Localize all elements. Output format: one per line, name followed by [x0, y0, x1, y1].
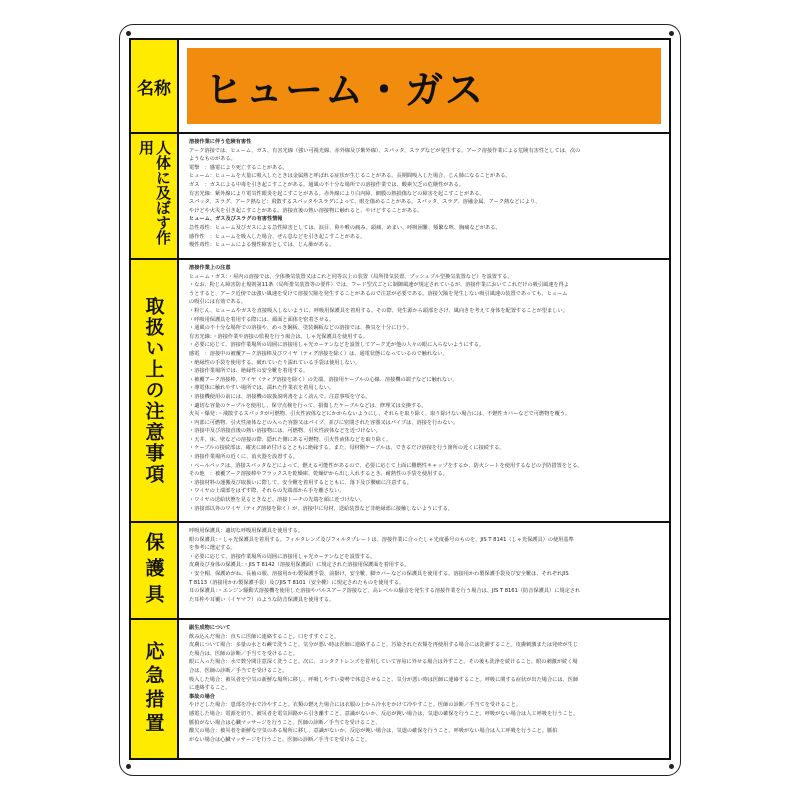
section-body-line: ・天井、床、壁などの溶接の際、隠れた側にある可燃物、引火性液体などを取り除く。: [189, 436, 392, 443]
title-cell: [179, 40, 669, 132]
section-body-line: 眼に入った場合：水で数分間注意深く洗うこと。次に、コンタクトレンズを着用していて容易に外せる場合は外すこと。その後も洗浄を続けること。眼の刺激が続く場: [189, 659, 578, 666]
section-body-protective: [179, 523, 669, 618]
section-body-line: ・なお、粉じん障害防止規則第11条（局所排気装置等の要件）では、フード型式ごとに制御風速が規定されているが、溶接作業においてこれだけの吸引風速を得よ: [189, 282, 569, 289]
section-body-line: 電撃 ：感電により死亡することがある。: [189, 164, 288, 171]
section-heading-text: 溶接作業上の注意: [189, 265, 231, 271]
section-body-line: 皮膚及び身体の保護具：・JIS T 8142（溶接用保護面）に規定された溶接用保護面を着用する。: [189, 562, 410, 569]
mounting-hole-top-right: [669, 31, 674, 36]
section-body-line: 合は、医師の診断／手当てを受けること。: [189, 667, 288, 674]
section-body-line: ・ワイヤの送給状態を見るときなど、溶接トーチの先端を顔に近づけない。: [189, 497, 366, 504]
section-body-handling: [179, 260, 669, 521]
section-body-line: 眼の保護具：・しゃ光保護具を着用する。フィルタレンズ及びフィルタプレートは、溶接作業に合ったしゃ光度番号のものを、JIS T 8141（しゃ光保護具）の使用基準: [189, 536, 574, 543]
section-body-line: やけどや火災を引き起こすことがある。溶接直後の熱い溶接物に触れると、やけどすることがある。: [189, 207, 423, 214]
section-row-emergency: [131, 620, 669, 758]
section-body-line: ヒューム・ガス：・屋内の溶接では、全体換気装置又はこれと同等以上の装置（局所排気装置、プッシュプル型換気装置など）を設置する。: [189, 273, 513, 280]
section-label-cell: [131, 134, 179, 258]
section-body-line: ・粉じん、ヒュームやガスを直接吸入しないように、呼吸用保護具を着用する。その際、発生源から頭部をさけ、風向きを考えて身体を配置することが望ましい。: [189, 307, 568, 314]
section-body-line: ・被覆アーク溶接棒、ワイヤ（ティグ溶接を除く）の先端、溶接用ケーブルの心線、溶接機の端子などに触れない。: [189, 376, 458, 383]
section-body-line: ・必要に応じて、溶接作業場所の周囲に溶接用しゃ光カーテンなどを設置する。: [189, 553, 376, 560]
section-heading-text: 溶接作業に伴う危険有害性: [189, 139, 252, 145]
section-body-line: 吸入した場合：被災者を空気の新鮮な場所に移し、呼吸しやすい姿勢で休息させること。気分が悪い時は医師に連絡すること。呼吸に関する症状が出た場合には、医師: [189, 676, 579, 683]
section-body-line: ・必要に応じて、溶接作業場所の周囲に溶接用しゃ光カーテンなどを設置してアーク光が他の人々の眼に入らないようにする。: [189, 342, 485, 349]
section-label-handling: 取扱い上の注意事項: [142, 296, 165, 485]
section-label-emergency: 応急措置: [142, 641, 165, 737]
section-body-line: ・溶接作業場所では、絶縁性の安全靴を着用する。: [189, 368, 309, 375]
section-body-line: ・ペールパックは、溶接スパッタなどによって、燃える可能性があるので、必要に応じて上面に難燃性キャップをするか、防火シートを使用するなどの予防措置をとる。: [189, 462, 583, 469]
section-row-protective: [131, 523, 669, 620]
mounting-hole-top-left: [126, 31, 131, 36]
section-body-line: うとすると、アーク近傍では強い風速を受けて溶接欠陥を発生することがあるので注意が必要である。溶接欠陥を発生しない吸引風速の装置であっても、ヒューム: [189, 290, 568, 297]
section-body-line: ・内部に可燃物、引火性液体などの入った容器又はパイプ、並びに密閉された容器又はパイプは、溶接を行わない。: [189, 419, 459, 426]
section-body-health: [179, 134, 669, 258]
section-heading-text: 事故の場合: [189, 693, 215, 700]
section-body-line: 慢性毒性：ヒュームによる慢性障害としては、じん肺がある。: [189, 242, 335, 249]
sign-title: ヒューム・ガス: [187, 48, 661, 124]
section-row-handling: [131, 260, 669, 523]
section-label-health: 人体に及ぼす作用: [137, 140, 172, 245]
section-body-line: に連絡すること。: [189, 685, 231, 692]
name-row: [131, 40, 669, 134]
section-body-line: その他 ：被覆アーク溶接棒やフラックスを乾燥庫、乾燥炉から出し入れするとき、耐熱性の手袋を使用する。: [189, 471, 448, 478]
section-body-line: 有害光線：紫外線により電気性眼炎を起こすことがある。赤外線により白内障、網膜の熱損傷などの障害を起こすことがある。: [189, 190, 485, 197]
section-body-line: ・通風の不十分な場所での溶接や、めっき鋼板、塗装鋼板などの溶接では、換気を十分に行う。: [189, 325, 412, 332]
section-body-line: ・安全帽、保護めがね、長袖の服、溶接用かわ製保護手袋、前掛け、安全靴、脚カバーなどの保護具を使用する。溶接用かわ製保護手袋及び安全靴は、それぞれJIS: [189, 570, 569, 577]
mounting-hole-bottom-left: [126, 764, 131, 769]
section-body-line: ・溶接材料の運搬及び取扱いに際して、安全靴を着用するとともに、落下及び腰痛に注意する。: [189, 479, 412, 486]
section-label-cell: [131, 260, 179, 521]
section-body-line: 耳の保護具：・エンジン駆動式溶接機を使用した溶接やパルスアーク溶接など、高レベルの騒音を発生する溶接作業を行う場合は、JIS T 8161（防音保護具）に規定され: [189, 588, 581, 595]
section-body-line: ヒューム：ヒュームを大量に吸入したときは金属熱と呼ばれる症状が生じることがある。長期間吸入した場合、じん肺になることがある。: [189, 173, 511, 180]
section-body-line: ・溶接部以外のワイヤ（ティグ溶接を除く）が、溶接中に母材、送給装置など非絶縁部に接触しないようにする。: [189, 505, 453, 512]
section-body-line: ・適切な容量のケーブルを使用し、保守点検を行って、損傷したケーブルなどは、修理又は交換する。: [189, 402, 427, 409]
section-label-cell: [131, 620, 179, 758]
section-body-line: T 8113（溶接用かわ製保護手袋）及びJIS T 8101（安全靴）に規定されたものを使用する。: [189, 579, 405, 586]
section-body-line: やけどした場合：患部を冷水で冷やすこと。衣類の燃えた場合には衣服の上から冷水をかけて冷やすこと。医師の診断／手当てを受けること。: [189, 702, 522, 709]
section-body-line: ・呼吸用保護具を着用する際には、顔面と面体を密着させる。: [189, 316, 335, 323]
section-body-line: 感電した場合：電源を切り、被災者を電気回路から引き離すこと。意識がないか、反応が鈍い場合は、気道の確保を行うこと。呼吸がない場合は人工呼吸を行うこと。: [189, 710, 579, 717]
section-row-health: [131, 134, 669, 260]
section-body-line: ・ケーブルの接続部は、確実に締め付けるとともに絶縁する。また、母材側ケーブルは、できるだけ溶接を行う箇所の近くに接続する。: [189, 445, 505, 452]
section-body-line: 皮膚について場合：多量の水と石鹸で洗うこと。気分が悪い時は医師に連絡すること。汚染された衣類を再使用する場合には洗濯すること。皮膚刺激または発疹が生じ: [189, 642, 578, 649]
name-label: 名称: [137, 78, 171, 99]
section-label-protective: 保護具: [142, 531, 165, 610]
section-body-line: 飲み込んだ場合：直ちに医師に連絡すること。口をすすぐこと。: [189, 633, 340, 640]
mounting-hole-bottom-right: [669, 764, 674, 769]
section-body-line: ・溶接作業場所の近くに、消火器を設置する。: [189, 454, 298, 461]
section-heading-text: 副生成物について: [189, 625, 231, 631]
section-body-line: スパッタ、スラグ、アーク熱など：飛散するスパッタやスラグによって、眼を傷めることがある。スパッタ、スラグ、溶融金属、アーク熱などにより、: [189, 199, 541, 206]
section-body-line: 脈拍がない場合は心臓マッサージを行うこと。医師の診断／手当てを受けること。: [189, 719, 381, 726]
section-body-line: ・溶接中及び溶接直後の熱い溶接物には、可燃物、引火性液体などを近づけない。: [189, 428, 381, 435]
section-heading-text: ヒューム、ガス及びスラグの有害性情報: [189, 216, 283, 223]
section-body-line: 有害光線：・溶接作業や溶接の監視を行う場合は、しゃ光保護具を使用する。: [189, 333, 368, 340]
section-body-line: 感作性 ：ヒュームを吸入した場合、ぜん息などを引き起こすことがある。: [189, 233, 366, 240]
section-body-line: 酸欠の場合：被災者を新鮮な空気のある場所に移し、意識がないか、反応が鈍い場合は、気道の確保を行うこと。呼吸がない場合は人工呼吸を行うこと。脈拍: [189, 728, 558, 735]
section-body-line: がない場合は心臓マッサージを行うこと。医師の診断／手当てを受けること。: [189, 736, 371, 743]
section-body-line: ようなものがある。: [189, 156, 236, 163]
section-body-line: ・導電体に触れやすい場所では、濡れた作業衣を着用しない。: [189, 385, 335, 392]
info-table: [129, 38, 671, 760]
section-body-line: た場合は、医師の診断／手当てを受けること。: [189, 650, 298, 657]
section-body-line: ・絶縁性の手袋を使用する。破れていたり濡れている手袋は使用しない。: [189, 359, 361, 366]
section-body-line: アーク溶接では、ヒューム、ガス、有害光線（強い可視光線、赤外線及び紫外線）、スパッタ、スラグなどが発生する。アーク溶接作業による危険有害性としては、次の: [189, 147, 581, 154]
section-body-line: ・ワイヤの上端部をはずす際、それらの先端部から手を離さない。: [189, 488, 345, 495]
section-body-line: ・溶接機使用の前には、溶接機の取扱説明書をよく読んで、注意事項を守る。: [189, 393, 371, 400]
name-label-cell: [131, 40, 179, 132]
section-body-line: ガス ：ガスによる中毒を引き起こすことがある。通風の不十分な場所での溶接作業では、酸素欠乏の危険性がある。: [189, 181, 464, 188]
section-body-emergency: [179, 620, 669, 758]
section-body-line: 呼吸用保護具：適切な呼吸用保護具を使用する。: [189, 528, 304, 534]
section-body-line: 感電 ：溶接中の被覆アーク溶接棒及びワイヤ（ティグ溶接を除く）は、通電状態になっているので触れない。: [189, 350, 448, 357]
section-body-line: 火災・爆発：・飛散するスパッタが可燃物、引火性液体などにかからないようにし、それらを取り除く、取り除けない場合には、不燃性カバーなどで可燃物を覆う。: [189, 411, 571, 418]
section-body-line: を参考に選定する。: [189, 545, 236, 552]
section-body-line: 急性毒性：ヒューム及びガスによる急性障害としては、涙目、鼻や喉の痛み、頭痛、めまい、呼吸困難、頻繁な咳、胸痛などがある。: [189, 224, 501, 231]
section-body-line: た耳栓や耳覆い（イヤマフ）のような防音保護具を使用する。: [189, 596, 335, 603]
section-label-cell: [131, 523, 179, 618]
section-body-line: の吸引には有効である。: [189, 299, 247, 306]
